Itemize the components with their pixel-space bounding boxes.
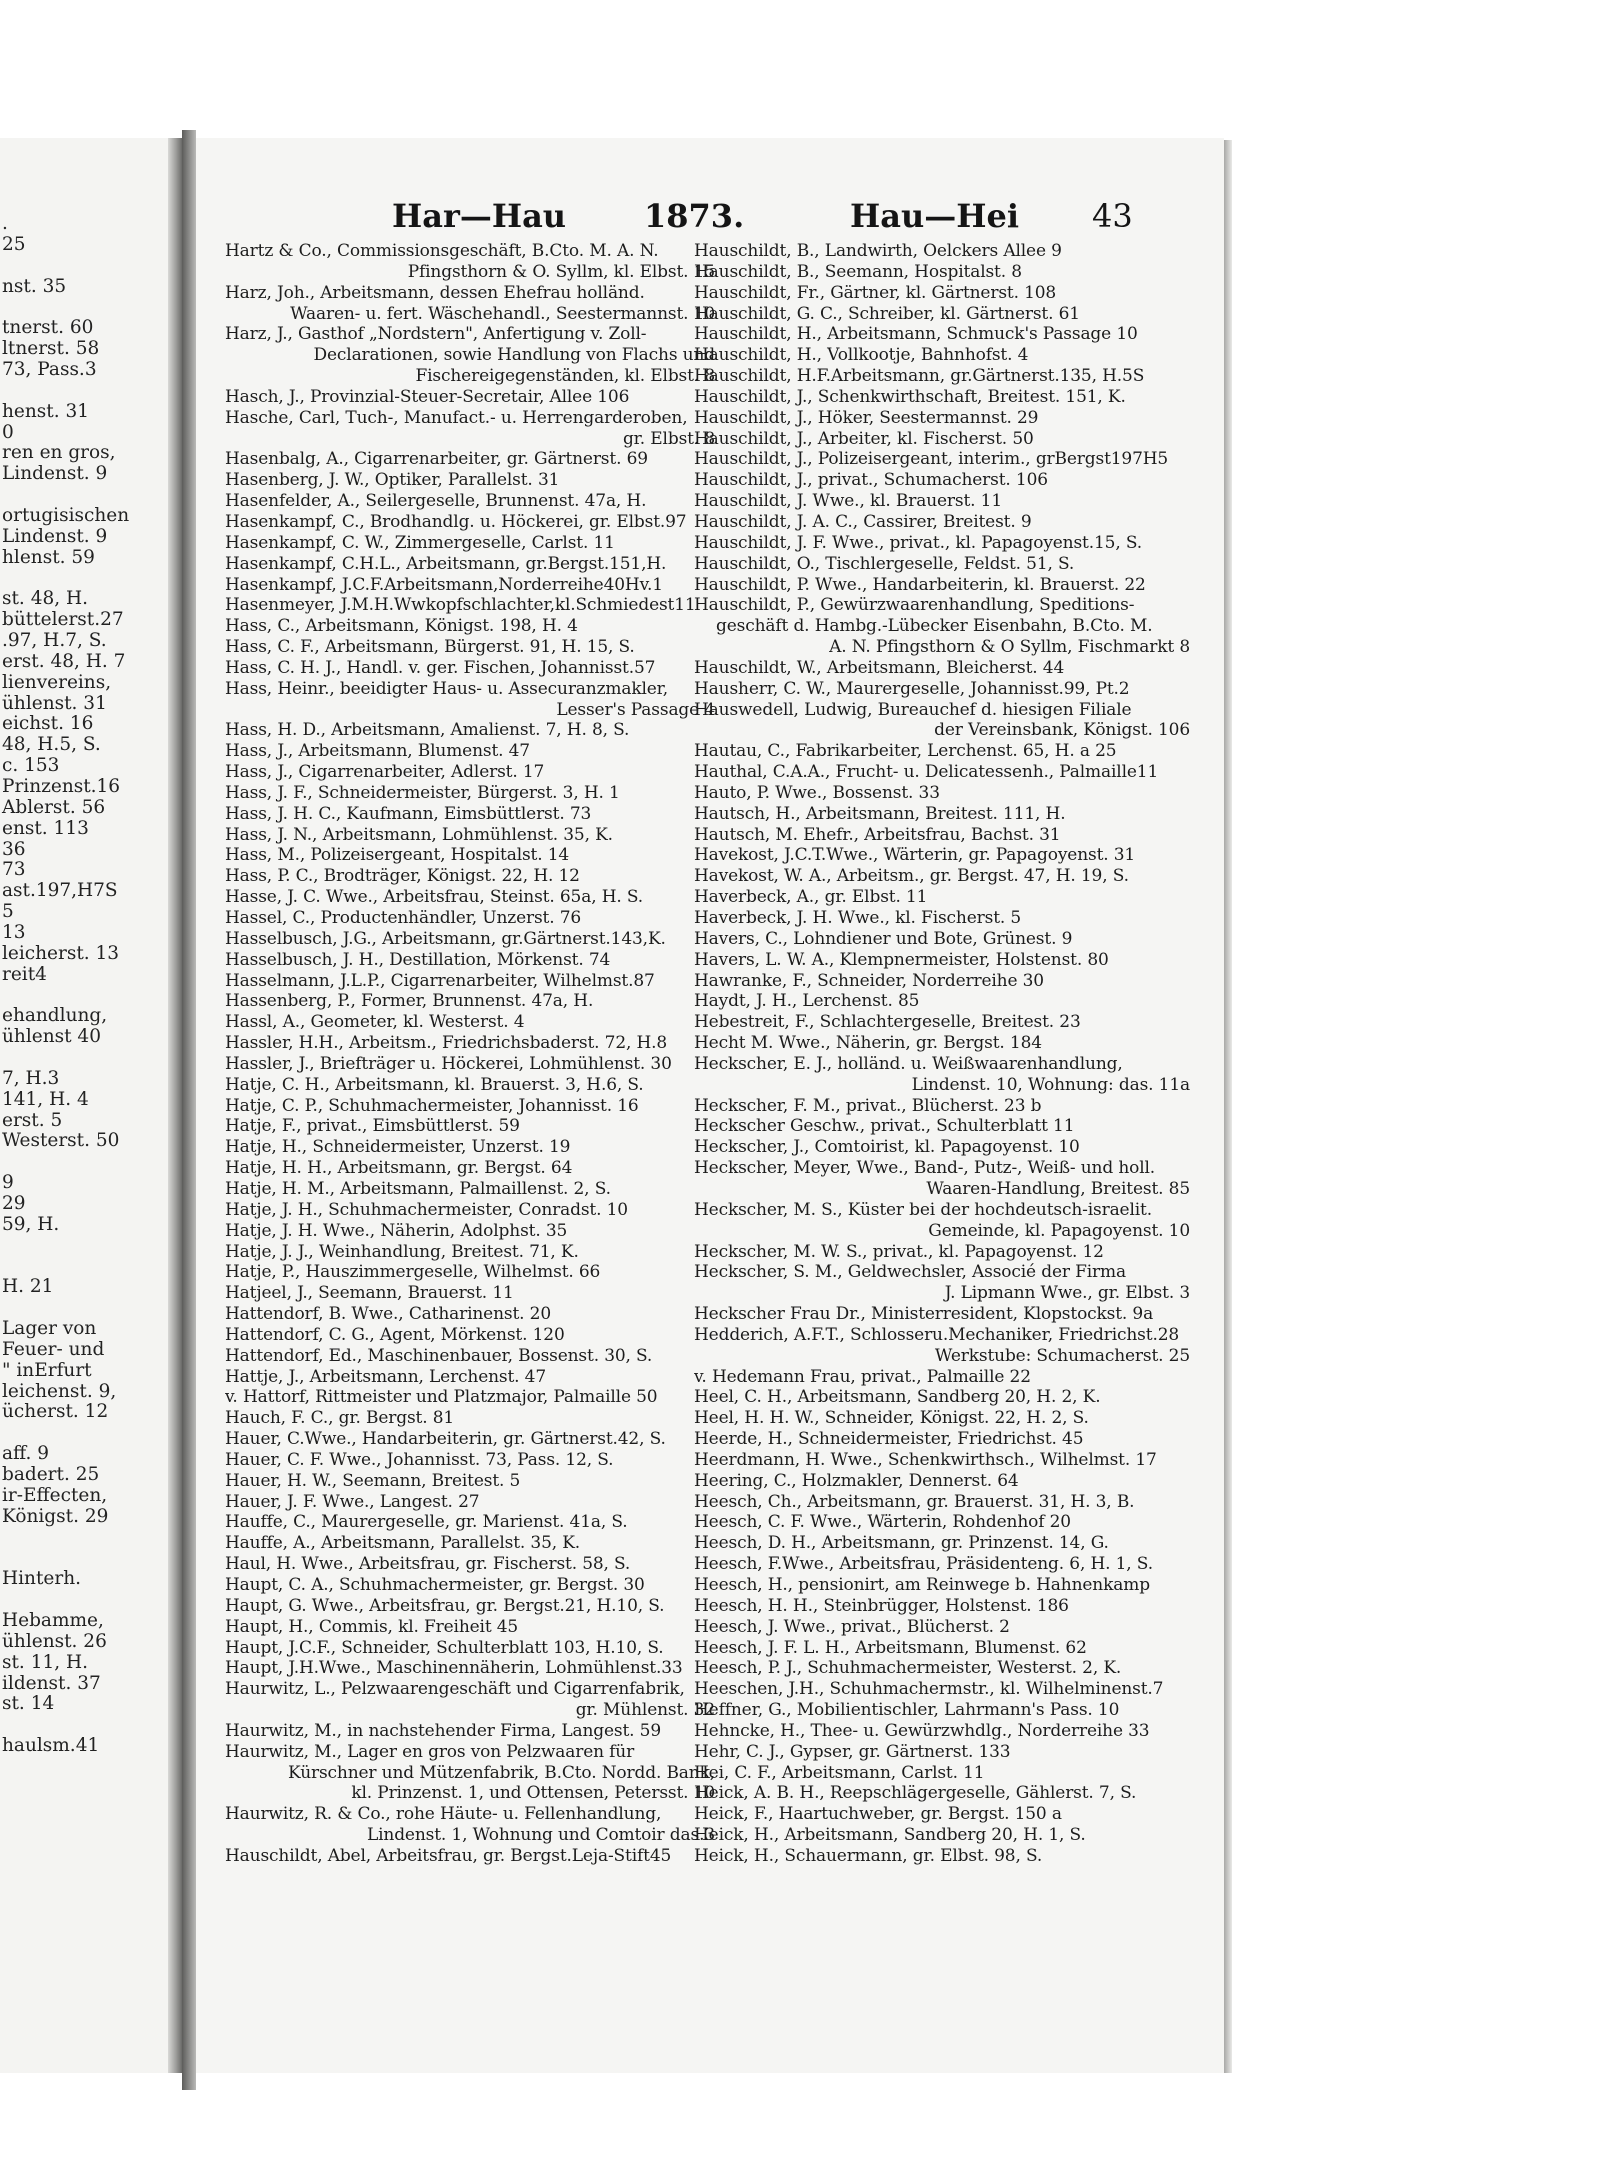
right-column bbox=[694, 241, 1194, 1867]
fragment-line: büttelerst.27 bbox=[2, 609, 124, 631]
directory-entry: Heel, C. H., Arbeitsmann, Sandberg 20, H. 2, K. bbox=[694, 1387, 1101, 1408]
fragment-line: erst. 48, H. 7 bbox=[2, 650, 126, 672]
directory-entry: Hatje, H. M., Arbeitsmann, Palmaillenst. 2, S. bbox=[225, 1178, 611, 1199]
directory-entry: Heesch, H. H., Steinbrügger, Holstenst. 186 bbox=[694, 1595, 1069, 1616]
fragment-line: Lager von bbox=[2, 1318, 97, 1340]
directory-entry: Heesch, D. H., Arbeitsmann, gr. Prinzenst. 14, G. bbox=[694, 1533, 1109, 1554]
directory-entry: Hauschildt, O., Tischlergeselle, Feldst. 51, S. bbox=[694, 553, 1075, 574]
directory-entry: Haurwitz, M., Lager en gros von Pelzwaaren für bbox=[225, 1741, 635, 1762]
directory-entry-continuation: Kürschner und Mützenfabrik, B.Cto. Nordd. Bank, bbox=[288, 1762, 715, 1783]
directory-entry: Hasenkampf, J.C.F.Arbeitsmann,Norderreihe40Hv.1 bbox=[225, 574, 663, 595]
directory-entry: Hauswedell, Ludwig, Bureauchef d. hiesigen Filiale bbox=[694, 699, 1132, 720]
fragment-line: .97, H.7, S. bbox=[2, 630, 107, 651]
directory-entry: Hass, Heinr., beeidigter Haus- u. Assecuranzmakler, bbox=[225, 678, 669, 699]
directory-entry: Hass, J. F., Schneidermeister, Bürgerst. 3, H. 1 bbox=[225, 782, 620, 803]
fragment-line: ücherst. 12 bbox=[2, 1401, 109, 1423]
directory-entry: Haupt, J.C.F., Schneider, Schulterblatt 103, H.10, S. bbox=[225, 1637, 664, 1658]
directory-entry-continuation: A. N. Pfingsthorn & O Syllm, Fischmarkt 8 bbox=[829, 637, 1190, 658]
fragment-line: Königst. 29 bbox=[2, 1505, 109, 1527]
directory-entry: Heckscher, M. W. S., privat., kl. Papagoyenst. 12 bbox=[694, 1241, 1104, 1262]
fragment-line: ehandlung, bbox=[2, 1005, 108, 1027]
directory-entry: Heeschen, J.H., Schuhmachermstr., kl. Wilhelminenst.7 bbox=[694, 1679, 1164, 1700]
directory-entry: Heckscher, S. M., Geldwechsler, Associé der Firma bbox=[694, 1262, 1126, 1283]
directory-entry: Hass, J. N., Arbeitsmann, Lohmühlenst. 35, K. bbox=[225, 824, 613, 845]
directory-entry: Hattendorf, Ed., Maschinenbauer, Bossenst. 30, S. bbox=[225, 1345, 653, 1366]
directory-entry: Hasenberg, J. W., Optiker, Parallelst. 31 bbox=[225, 470, 560, 491]
directory-entry: Haul, H. Wwe., Arbeitsfrau, gr. Fischerst. 58, S. bbox=[225, 1554, 631, 1575]
directory-entry: Hauer, J. F. Wwe., Langest. 27 bbox=[225, 1491, 480, 1512]
directory-entry: Hasselbusch, J.G., Arbeitsmann, gr.Gärtnerst.143,K. bbox=[225, 928, 666, 949]
fragment-line: reit4 bbox=[2, 963, 47, 985]
directory-entry: Hasche, Carl, Tuch-, Manufact.- u. Herrengarderoben, bbox=[225, 407, 688, 428]
directory-entry-continuation: Waaren- u. fert. Wäschehandl., Seestermannst. 10 bbox=[290, 303, 715, 324]
directory-entry-continuation: gr. Elbst. 8 bbox=[622, 428, 715, 449]
directory-entry: Hausherr, C. W., Maurergeselle, Johannisst.99, Pt.2 bbox=[694, 678, 1130, 699]
directory-entry: Hauschildt, J., Schenkwirthschaft, Breitest. 151, K. bbox=[694, 386, 1126, 407]
fragment-line: henst. 31 bbox=[2, 400, 90, 422]
directory-entry: Hass, P. C., Brodträger, Königst. 22, H. 12 bbox=[225, 866, 580, 887]
directory-entry: Heick, F., Haartuchweber, gr. Bergst. 150 a bbox=[694, 1804, 1062, 1825]
fragment-line: ir-Effecten, bbox=[2, 1484, 108, 1506]
fragment-line: 73 bbox=[2, 859, 26, 881]
directory-entry: Heckscher, J., Comtoirist, kl. Papagoyenst. 10 bbox=[694, 1137, 1080, 1158]
fragment-line: ast.197,H7S bbox=[2, 880, 118, 902]
fragment-line: leichenst. 9, bbox=[2, 1380, 117, 1402]
directory-entry: Hatje, C. H., Arbeitsmann, kl. Brauerst. 3, H.6, S. bbox=[225, 1074, 644, 1095]
fragment-line: ühlenst 40 bbox=[2, 1026, 101, 1048]
directory-entry: Haupt, C. A., Schuhmachermeister, gr. Bergst. 30 bbox=[225, 1575, 645, 1595]
directory-entry: Hauschildt, B., Landwirth, Oelckers Allee 9 bbox=[694, 241, 1062, 261]
directory-entry: Hebestreit, F., Schlachtergeselle, Breitest. 23 bbox=[694, 1012, 1081, 1033]
directory-entry: Hautau, C., Fabrikarbeiter, Lerchenst. 65, H. a 25 bbox=[694, 741, 1117, 762]
directory-entry: Hauschildt, Fr., Gärtner, kl. Gärtnerst. 108 bbox=[694, 282, 1057, 303]
directory-entry: Hauer, C.Wwe., Handarbeiterin, gr. Gärtnerst.42, S. bbox=[225, 1429, 666, 1450]
directory-entry: Hauschildt, J., Polizeisergeant, interim., grBergst197H5 bbox=[694, 449, 1169, 470]
page-number: 43 bbox=[1092, 197, 1133, 235]
fragment-line: enst. 113 bbox=[2, 817, 89, 839]
directory-entry: Hauffe, C., Maurergeselle, gr. Marienst. 41a, S. bbox=[225, 1512, 628, 1533]
fragment-line: 5 bbox=[2, 901, 14, 923]
directory-entry: Hauschildt, J. A. C., Cassirer, Breitest. 9 bbox=[694, 511, 1032, 532]
directory-entry: Hassler, H.H., Arbeitsm., Friedrichsbaderst. 72, H.8 bbox=[225, 1033, 668, 1054]
directory-entry: Hassenberg, P., Former, Brunnenst. 47a, H. bbox=[225, 991, 594, 1012]
page-shadow bbox=[1224, 140, 1232, 2073]
directory-entry: Hassler, J., Briefträger u. Höckerei, Lohmühlenst. 30 bbox=[225, 1053, 672, 1074]
directory-entry: Hauschildt, J. Wwe., kl. Brauerst. 11 bbox=[694, 491, 1002, 512]
fragment-line: erst. 5 bbox=[2, 1109, 63, 1131]
directory-entry: Hautsch, M. Ehefr., Arbeitsfrau, Bachst. 31 bbox=[694, 824, 1061, 845]
directory-entry: Haverbeck, A., gr. Elbst. 11 bbox=[694, 887, 928, 908]
directory-entry: Hei, C. F., Arbeitsmann, Carlst. 11 bbox=[694, 1762, 985, 1783]
fragment-line: badert. 25 bbox=[2, 1464, 100, 1485]
fragment-line: eichst. 16 bbox=[2, 713, 94, 735]
directory-entry: Hass, C. H. J., Handl. v. ger. Fischen, Johannisst.57 bbox=[225, 657, 656, 678]
directory-entry-continuation: J. Lipmann Wwe., gr. Elbst. 3 bbox=[944, 1283, 1190, 1304]
fragment-line: nst. 35 bbox=[2, 275, 67, 297]
fragment-line: Hebamme, bbox=[2, 1609, 104, 1631]
directory-entry: Hauschildt, H., Vollkootje, Bahnhofst. 4 bbox=[694, 345, 1029, 366]
directory-entry: Hauschildt, P., Gewürzwaarenhandlung, Speditions- bbox=[694, 595, 1135, 616]
directory-entry: Heick, A. B. H., Reepschlägergeselle, Gählerst. 7, S. bbox=[694, 1783, 1137, 1804]
directory-entry: Haurwitz, R. & Co., rohe Häute- u. Fellenhandlung, bbox=[225, 1804, 662, 1825]
directory-entry: Hatje, J. J., Weinhandlung, Breitest. 71, K. bbox=[225, 1241, 579, 1262]
directory-entry: Hattje, J., Arbeitsmann, Lerchenst. 47 bbox=[225, 1366, 547, 1387]
directory-entry: Hasselmann, J.L.P., Cigarrenarbeiter, Wilhelmst.87 bbox=[225, 970, 655, 991]
fragment-line: haulsm.41 bbox=[2, 1735, 100, 1757]
directory-entry: Heckscher, E. J., holländ. u. Weißwaarenhandlung, bbox=[694, 1053, 1123, 1074]
directory-entry: Heckscher Frau Dr., Ministerresident, Klopstockst. 9a bbox=[694, 1304, 1154, 1325]
left-column bbox=[225, 241, 719, 1867]
directory-entry: Heesch, C. F. Wwe., Wärterin, Rohdenhof 20 bbox=[694, 1512, 1071, 1533]
directory-entry: Hattendorf, B. Wwe., Catharinenst. 20 bbox=[225, 1304, 551, 1325]
directory-entry-continuation: Lindenst. 10, Wohnung: das. 11a bbox=[911, 1074, 1190, 1095]
directory-entry: Hasenkampf, C.H.L., Arbeitsmann, gr.Bergst.151,H. bbox=[225, 553, 667, 574]
fragment-line: c. 153 bbox=[2, 755, 60, 777]
fragment-line: st. 14 bbox=[2, 1693, 55, 1715]
directory-entry: Havers, C., Lohndiener und Bote, Grünest. 9 bbox=[694, 928, 1073, 949]
fragment-line: " inErfurt bbox=[2, 1359, 92, 1381]
directory-entry: Hass, C., Arbeitsmann, Königst. 198, H. 4 bbox=[225, 616, 578, 637]
directory-entry-continuation: der Vereinsbank, Königst. 106 bbox=[934, 720, 1190, 741]
directory-entry: Hauto, P. Wwe., Bossenst. 33 bbox=[694, 782, 940, 803]
directory-entry: Hehncke, H., Thee- u. Gewürzwhdlg., Norderreihe 33 bbox=[694, 1720, 1150, 1741]
fragment-line: Prinzenst.16 bbox=[2, 775, 121, 797]
fragment-line: 73, Pass.3 bbox=[2, 358, 97, 380]
directory-entry: Haupt, J.H.Wwe., Maschinennäherin, Lohmühlenst.33 bbox=[225, 1658, 683, 1679]
directory-entry: Hasenkampf, C. W., Zimmergeselle, Carlst. 11 bbox=[225, 532, 615, 553]
header-year: 1873. bbox=[644, 197, 745, 235]
directory-entry-continuation: Lindenst. 1, Wohnung und Comtoir das.3 bbox=[366, 1825, 715, 1846]
directory-entry: Hassel, C., Productenhändler, Unzerst. 76 bbox=[225, 908, 582, 928]
directory-entry: Hass, J. H. C., Kaufmann, Eimsbüttlerst. 73 bbox=[225, 803, 592, 824]
fragment-line: Hinterh. bbox=[2, 1568, 81, 1590]
directory-entry: Heckscher, M. S., Küster bei der hochdeutsch-israelit. bbox=[694, 1199, 1152, 1220]
directory-entry: Heerdmann, H. Wwe., Schenkwirthsch., Wilhelmst. 17 bbox=[694, 1449, 1157, 1470]
directory-entry: Hedderich, A.F.T., Schlosseru.Mechaniker, Friedrichst.28 bbox=[694, 1324, 1180, 1345]
fragment-line: ortugisischen bbox=[2, 504, 130, 526]
directory-entry: Heffner, G., Mobilientischler, Lahrmann's Pass. 10 bbox=[694, 1700, 1120, 1721]
directory-entry: Hauschildt, H., Arbeitsmann, Schmuck's Passage 10 bbox=[694, 324, 1138, 345]
directory-entry: Heesch, J. Wwe., privat., Blücherst. 2 bbox=[694, 1616, 1010, 1637]
fragment-line: lienvereins, bbox=[2, 671, 112, 693]
fragment-line: Lindenst. 9 bbox=[2, 463, 108, 485]
directory-entry: Heckscher, Meyer, Wwe., Band-, Putz-, Weiß- und holl. bbox=[694, 1158, 1156, 1179]
directory-entry: Hass, C. F., Arbeitsmann, Bürgerst. 91, H. 15, S. bbox=[225, 637, 635, 658]
directory-entry: Heesch, P. J., Schuhmachermeister, Westerst. 2, K. bbox=[694, 1658, 1122, 1679]
fragment-line: ühlenst. 26 bbox=[2, 1630, 107, 1652]
directory-entry: Hasse, J. C. Wwe., Arbeitsfrau, Steinst. 65a, H. S. bbox=[225, 887, 644, 908]
directory-entry-continuation: Fischereigegenständen, kl. Elbst. 8 bbox=[415, 366, 715, 387]
directory-entry: Hauschildt, J., Arbeiter, kl. Fischerst. 50 bbox=[694, 428, 1034, 449]
directory-entry: Heerde, H., Schneidermeister, Friedrichst. 45 bbox=[694, 1429, 1084, 1450]
fragment-line: 0 bbox=[2, 421, 14, 443]
directory-entry: Heckscher Geschw., privat., Schulterblatt 11 bbox=[694, 1116, 1075, 1137]
directory-entry: Hatje, H. H., Arbeitsmann, gr. Bergst. 64 bbox=[225, 1158, 573, 1179]
directory-entry: Hatje, J. H. Wwe., Näherin, Adolphst. 35 bbox=[225, 1220, 568, 1241]
directory-entry: Hauch, F. C., gr. Bergst. 81 bbox=[225, 1408, 455, 1429]
directory-entry: Hasenkampf, C., Brodhandlg. u. Höckerei, gr. Elbst.97 bbox=[225, 511, 687, 532]
directory-entry: v. Hedemann Frau, privat., Palmaille 22 bbox=[694, 1366, 1031, 1387]
directory-entry: Hass, H. D., Arbeitsmann, Amalienst. 7, H. 8, S. bbox=[225, 720, 630, 741]
directory-entry: Heesch, J. F. L. H., Arbeitsmann, Blumenst. 62 bbox=[694, 1637, 1087, 1658]
directory-entry: Hauer, C. F. Wwe., Johannisst. 73, Pass. 12, S. bbox=[225, 1449, 614, 1470]
directory-entry-continuation: Pfingsthorn & O. Syllm, kl. Elbst. 15 bbox=[407, 261, 715, 282]
fragment-line: . bbox=[2, 213, 8, 234]
book-gutter bbox=[182, 130, 196, 2090]
directory-entry: Havekost, J.C.T.Wwe., Wärterin, gr. Papagoyenst. 31 bbox=[694, 845, 1136, 866]
directory-entry: Hauschildt, B., Seemann, Hospitalst. 8 bbox=[694, 261, 1022, 282]
directory-entry: Hauschildt, Abel, Arbeitsfrau, gr. Bergst.Leja-Stift45 bbox=[225, 1845, 672, 1866]
directory-entry: Hasenmeyer, J.M.H.Wwkopfschlachter,kl.Schmiedest11 bbox=[225, 595, 696, 616]
directory-entry: Hasenbalg, A., Cigarrenarbeiter, gr. Gärtnerst. 69 bbox=[225, 449, 648, 470]
fragment-line: ltnerst. 58 bbox=[2, 338, 100, 360]
fragment-line: 9 bbox=[2, 1172, 14, 1194]
directory-entry: Heesch, F.Wwe., Arbeitsfrau, Präsidenteng. 6, H. 1, S. bbox=[694, 1554, 1153, 1575]
header-left-range: Har—Hau bbox=[392, 197, 567, 235]
directory-entry: Heel, H. H. W., Schneider, Königst. 22, H. 2, S. bbox=[694, 1408, 1089, 1429]
adjacent-page-fragment bbox=[0, 138, 182, 2073]
directory-entry: Hecht M. Wwe., Näherin, gr. Bergst. 184 bbox=[694, 1033, 1042, 1054]
directory-entry: Heckscher, F. M., privat., Blücherst. 23 b bbox=[694, 1095, 1042, 1116]
directory-entry: Havers, L. W. A., Klempnermeister, Holstenst. 80 bbox=[694, 949, 1109, 970]
directory-entry: Hauschildt, J., Höker, Seestermannst. 29 bbox=[694, 407, 1039, 428]
fragment-line: Ablerst. 56 bbox=[2, 796, 106, 818]
directory-entry: Hatje, F., privat., Eimsbüttlerst. 59 bbox=[225, 1116, 520, 1137]
directory-entry-continuation: Werkstube: Schumacherst. 25 bbox=[934, 1345, 1190, 1366]
directory-entry: Hauschildt, G. C., Schreiber, kl. Gärtnerst. 61 bbox=[694, 303, 1080, 324]
directory-entry: Haupt, H., Commis, kl. Freiheit 45 bbox=[225, 1616, 519, 1637]
directory-entry: Haurwitz, M., in nachstehender Firma, Langest. 59 bbox=[225, 1720, 662, 1741]
directory-entry-continuation: gr. Mühlenst. 32 bbox=[575, 1700, 715, 1721]
directory-entry: Hauffe, A., Arbeitsmann, Parallelst. 35, K. bbox=[225, 1533, 581, 1554]
directory-entry: Hass, J., Cigarrenarbeiter, Adlerst. 17 bbox=[225, 762, 545, 783]
directory-entry: Hasselbusch, J. H., Destillation, Mörkenst. 74 bbox=[225, 949, 611, 970]
directory-entry: Haurwitz, L., Pelzwaarengeschäft und Cigarrenfabrik, bbox=[225, 1679, 685, 1700]
directory-entry: Heesch, Ch., Arbeitsmann, gr. Brauerst. 31, H. 3, B. bbox=[694, 1491, 1135, 1512]
directory-entry: Hauschildt, J., privat., Schumacherst. 106 bbox=[694, 470, 1048, 491]
directory-entry: Hatje, C. P., Schuhmachermeister, Johannisst. 16 bbox=[225, 1095, 639, 1116]
directory-entry: Hauer, H. W., Seemann, Breitest. 5 bbox=[225, 1470, 521, 1491]
directory-entry: Harz, Joh., Arbeitsmann, dessen Ehefrau holländ. bbox=[225, 282, 645, 303]
fragment-line: Lindenst. 9 bbox=[2, 525, 108, 547]
fragment-line: tnerst. 60 bbox=[2, 317, 94, 339]
directory-entry: Heesch, H., pensionirt, am Reinwege b. Hahnenkamp bbox=[694, 1575, 1150, 1595]
directory-entry: Hautsch, H., Arbeitsmann, Breitest. 111, H. bbox=[694, 803, 1066, 824]
directory-entry-continuation: Lesser's Passage 4 bbox=[556, 699, 715, 720]
directory-entry: Hasenfelder, A., Seilergeselle, Brunnenst. 47a, H. bbox=[225, 491, 647, 512]
directory-entry: Hatje, J. H., Schuhmachermeister, Conradst. 10 bbox=[225, 1199, 628, 1220]
directory-entry: Hauschildt, H.F.Arbeitsmann, gr.Gärtnerst.135, H.5S bbox=[694, 366, 1145, 387]
fragment-line: 141, H. 4 bbox=[2, 1088, 89, 1110]
fragment-line: ühlenst. 31 bbox=[2, 692, 107, 714]
fragment-line: 48, H.5, S. bbox=[2, 734, 101, 756]
directory-entry: Havekost, W. A., Arbeitsm., gr. Bergst. 47, H. 19, S. bbox=[694, 866, 1129, 887]
directory-entry: Haydt, J. H., Lerchenst. 85 bbox=[694, 991, 920, 1012]
directory-entry: Heick, H., Schauermann, gr. Elbst. 98, S. bbox=[694, 1845, 1043, 1866]
fragment-line: ildenst. 37 bbox=[2, 1672, 101, 1694]
directory-entry: Harz, J., Gasthof „Nordstern", Anfertigung v. Zoll- bbox=[225, 324, 647, 345]
fragment-line: H. 21 bbox=[2, 1276, 54, 1298]
fragment-line: leicherst. 13 bbox=[2, 942, 120, 964]
directory-entry: Hass, J., Arbeitsmann, Blumenst. 47 bbox=[225, 741, 530, 762]
directory-entry: Heering, C., Holzmakler, Dennerst. 64 bbox=[694, 1470, 1019, 1491]
directory-entry: Hauschildt, J. F. Wwe., privat., kl. Papagoyenst.15, S. bbox=[694, 532, 1142, 553]
fragment-line: 59, H. bbox=[2, 1213, 60, 1235]
fragment-line: 36 bbox=[2, 838, 26, 860]
directory-entry-continuation: Waaren-Handlung, Breitest. 85 bbox=[926, 1178, 1190, 1199]
directory-entry: Haverbeck, J. H. Wwe., kl. Fischerst. 5 bbox=[694, 908, 1022, 928]
fragment-line: 25 bbox=[2, 233, 26, 255]
fragment-line: 7, H.3 bbox=[2, 1067, 60, 1089]
directory-entry: Hassl, A., Geometer, kl. Westerst. 4 bbox=[225, 1012, 525, 1033]
fragment-line: st. 11, H. bbox=[2, 1651, 89, 1673]
page-edge bbox=[168, 138, 182, 2073]
fragment-line: ren en gros, bbox=[2, 442, 116, 464]
fragment-line: 29 bbox=[2, 1192, 26, 1214]
directory-entry: Hatje, P., Hauszimmergeselle, Wilhelmst. 66 bbox=[225, 1262, 601, 1283]
directory-entry: Heick, H., Arbeitsmann, Sandberg 20, H. 1, S. bbox=[694, 1825, 1086, 1846]
directory-entry-continuation: Declarationen, sowie Handlung von Flachs und bbox=[313, 345, 715, 366]
directory-entry: Hasch, J., Provinzial-Steuer-Secretair, Allee 106 bbox=[225, 386, 630, 407]
directory-entry: Hatje, H., Schneidermeister, Unzerst. 19 bbox=[225, 1137, 571, 1158]
directory-entry: Hawranke, F., Schneider, Norderreihe 30 bbox=[694, 970, 1044, 991]
directory-entry: Hatjeel, J., Seemann, Brauerst. 11 bbox=[225, 1283, 514, 1304]
directory-entry: Hass, M., Polizeisergeant, Hospitalst. 14 bbox=[225, 845, 570, 866]
directory-entry-continuation: Gemeinde, kl. Papagoyenst. 10 bbox=[928, 1220, 1190, 1241]
directory-entry: Hartz & Co., Commissionsgeschäft, B.Cto. M. A. N. bbox=[225, 241, 659, 261]
directory-entry: Hauschildt, W., Arbeitsmann, Bleicherst. 44 bbox=[694, 657, 1065, 678]
header-right-range: Hau—Hei bbox=[850, 197, 1019, 235]
fragment-line: 13 bbox=[2, 921, 26, 943]
directory-entry: Haupt, G. Wwe., Arbeitsfrau, gr. Bergst.21, H.10, S. bbox=[225, 1595, 665, 1616]
fragment-line: Feuer- und bbox=[2, 1338, 105, 1360]
directory-entry: Hehr, C. J., Gypser, gr. Gärtnerst. 133 bbox=[694, 1741, 1011, 1762]
directory-entry-continuation: geschäft d. Hambg.-Lübecker Eisenbahn, B.Cto. M. bbox=[716, 616, 1153, 637]
directory-entry: Hauschildt, P. Wwe., Handarbeiterin, kl. Brauerst. 22 bbox=[694, 574, 1146, 595]
directory-entry-continuation: kl. Prinzenst. 1, und Ottensen, Petersst. 10 bbox=[351, 1783, 715, 1804]
fragment-line: hlenst. 59 bbox=[2, 546, 95, 568]
fragment-line: aff. 9 bbox=[2, 1443, 50, 1465]
directory-entry: Hauthal, C.A.A., Frucht- u. Delicatessenh., Palmaille11 bbox=[694, 762, 1159, 783]
directory-entry: v. Hattorf, Rittmeister und Platzmajor, Palmaille 50 bbox=[225, 1387, 658, 1408]
fragment-line: st. 48, H. bbox=[2, 588, 89, 610]
directory-entry: Hattendorf, C. G., Agent, Mörkenst. 120 bbox=[225, 1324, 565, 1345]
fragment-line: Westerst. 50 bbox=[2, 1130, 120, 1152]
